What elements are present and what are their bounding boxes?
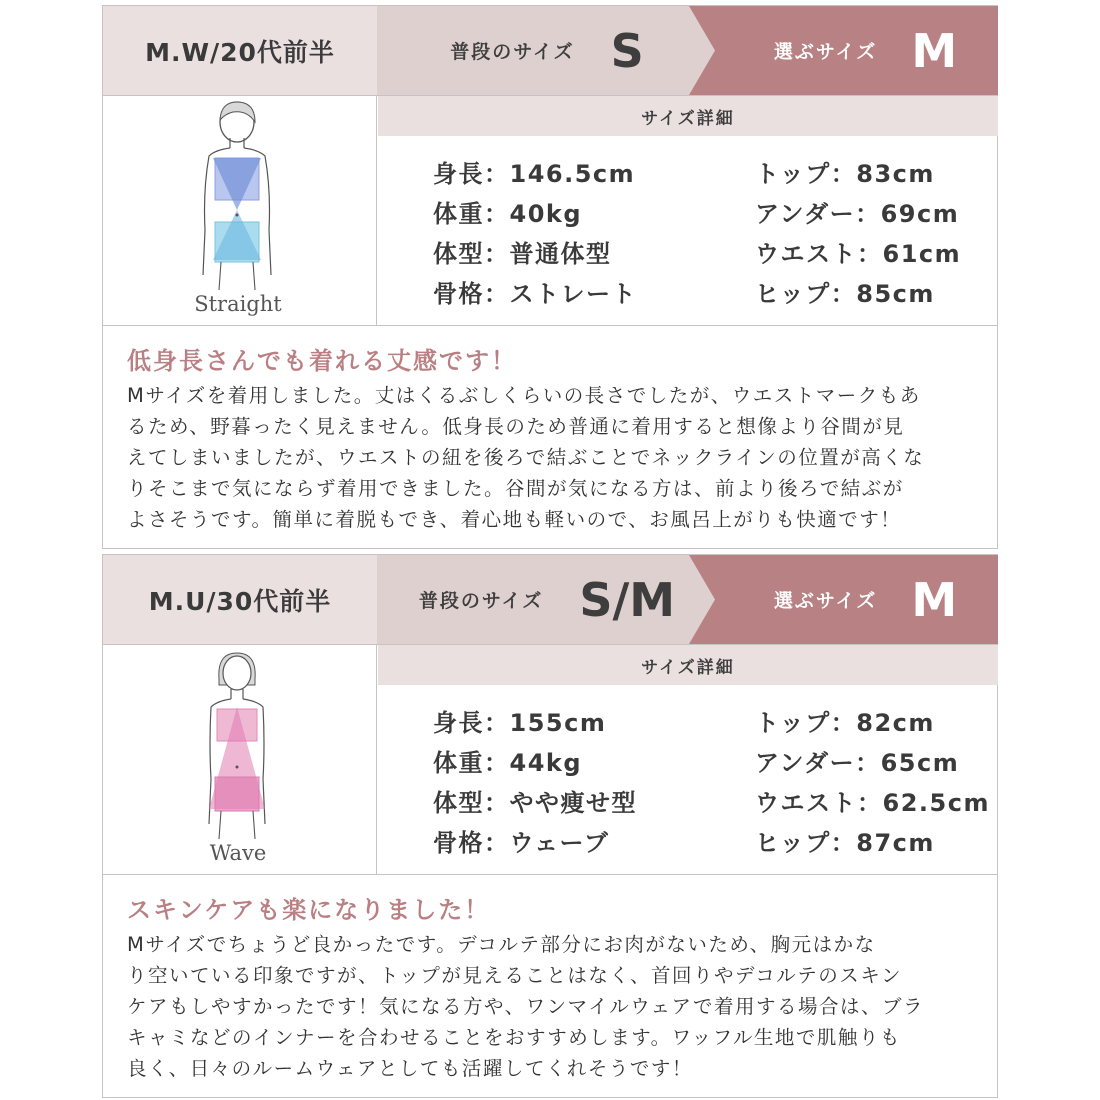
comment-line: Mサイズでちょうど良かったです。デコルテ部分にお肉がないため、胸元はかな: [127, 933, 876, 956]
comment-line: Mサイズを着用しました。丈はくるぶしくらいの長さでしたが、ウエストマークもあ: [127, 384, 921, 407]
comment-line: えてしまいましたが、ウエストの紐を後ろで結ぶことでネックラインの位置が高くな: [127, 446, 925, 469]
stat-under: アンダー：69cm: [755, 200, 960, 228]
chosen-size-panel: [733, 555, 998, 644]
stats-left: [433, 703, 637, 863]
usual-size-panel: [377, 555, 717, 644]
stat-height: 身長：146.5cm: [433, 160, 636, 188]
stat-top: トップ：82cm: [755, 709, 935, 737]
comment-body: [127, 380, 979, 535]
stat-body-shape: 体型：普通体型: [433, 240, 612, 268]
stat-skeleton: 骨格：ウェーブ: [433, 829, 610, 857]
stat-weight: 体重：40kg: [433, 200, 583, 228]
size-detail-header: サイズ詳細: [378, 645, 998, 685]
usual-size-value: S/M: [579, 572, 676, 627]
chosen-size-label: 選ぶサイズ: [773, 590, 878, 612]
chosen-size-value: M: [911, 23, 958, 78]
stat-waist: ウエスト：61cm: [755, 240, 962, 268]
stat-weight: 体重：44kg: [433, 749, 583, 777]
chosen-size-value: M: [911, 572, 958, 627]
review-comment: [127, 890, 979, 1084]
stat-under: アンダー：65cm: [755, 749, 960, 777]
stat-height: 身長：155cm: [433, 709, 607, 737]
stat-hip: ヒップ：85cm: [755, 280, 935, 308]
review-header: [103, 6, 997, 96]
size-detail-header: サイズ詳細: [378, 96, 998, 136]
stat-waist: ウエスト：62.5cm: [755, 789, 990, 817]
body-figure-illustration: [163, 649, 313, 844]
stat-top: トップ：83cm: [755, 160, 935, 188]
comment-line: 良く、日々のルームウェアとしても活躍してくれそうです！: [127, 1057, 693, 1080]
stat-skeleton: 骨格：ストレート: [433, 280, 637, 308]
review-header: [103, 555, 997, 645]
stat-body-shape: 体型：やや痩せ型: [433, 789, 637, 817]
size-detail-section: [103, 96, 997, 326]
stats-left: [433, 154, 637, 314]
usual-size-value: S: [610, 23, 644, 78]
size-detail-section: [103, 645, 997, 875]
usual-size-label: 普段のサイズ: [418, 590, 544, 612]
body-type-label: Wave: [209, 841, 267, 865]
body-figure-cell: [103, 96, 377, 325]
chosen-size-panel: [733, 6, 998, 95]
review-card-2: [102, 554, 998, 1098]
comment-line: り空いている印象ですが、トップが見えることはなく、首回りやデコルテのスキン: [127, 964, 903, 987]
body-figure-cell: [103, 645, 377, 874]
stat-hip: ヒップ：87cm: [755, 829, 935, 857]
comment-title: 低身長さんでも着れる丈感です！: [127, 347, 517, 375]
reviewer-name: M.W/20代前半: [103, 6, 377, 95]
body-figure-illustration: [163, 100, 313, 295]
body-type-label: Straight: [194, 292, 282, 316]
comment-line: キャミなどのインナーを合わせることをおすすめします。ワッフル生地で肌触りも: [127, 1026, 901, 1049]
chosen-size-label: 選ぶサイズ: [773, 41, 878, 63]
comment-line: よさそうです。簡単に着脱もでき、着心地も軽いので、お風呂上がりも快適です！: [127, 508, 902, 531]
usual-size-label: 普段のサイズ: [450, 41, 575, 63]
comment-line: りそこまで気にならず着用できました。谷間が気になる方は、前より後ろで結ぶが: [127, 477, 904, 500]
comment-line: ケアもしやすかったです！気になる方や、ワンマイルウェアで着用する場合は、ブラ: [127, 995, 925, 1018]
reviewer-name: M.U/30代前半: [103, 555, 377, 644]
usual-size-panel: [377, 6, 717, 95]
comment-body: [127, 929, 979, 1084]
review-comment: [127, 341, 979, 535]
comment-line: るため、野暮ったく見えません。低身長のため普通に着用すると想像より谷間が見: [127, 415, 905, 438]
stats-right: [755, 154, 961, 314]
stats-right: [755, 703, 990, 863]
comment-title: スキンケアも楽になりました！: [127, 896, 491, 924]
review-card-1: [102, 5, 998, 549]
